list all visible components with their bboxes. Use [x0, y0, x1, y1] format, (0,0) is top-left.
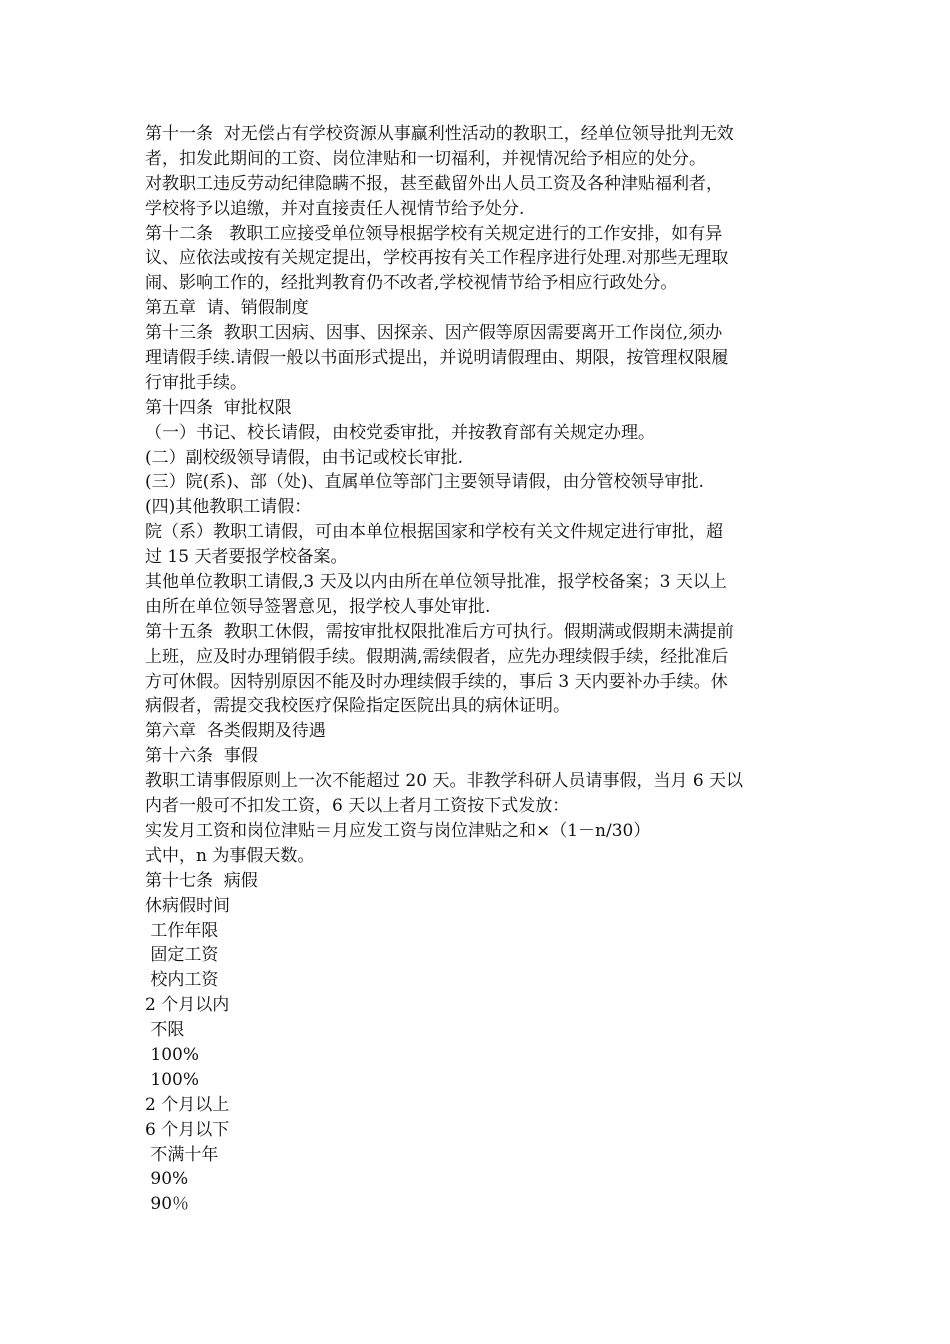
table-cell-text: 90% — [145, 1169, 189, 1190]
table-cell-text: 工作年限 — [145, 920, 219, 941]
table-cell-text: 休病假时间 — [145, 895, 230, 916]
text-line: 者，扣发此期间的工资、岗位津贴和一切福利，并视情况给予相应的处分。 — [145, 148, 706, 169]
table-cell-text: 固定工资 — [145, 945, 219, 966]
text-line: 院（系）教职工请假，可由本单位根据国家和学校有关文件规定进行审批，超 — [145, 522, 723, 543]
text-line: （一）书记、校长请假，由校党委审批，并按教育部有关规定办理。 — [145, 422, 655, 443]
text-line: 教职工请事假原则上一次不能超过 20 天。非教学科研人员请事假，当月 6 天以 — [145, 771, 744, 792]
text-line: (三）院(系)、部（处)、直属单位等部门主要领导请假，由分管校领导审批. — [145, 472, 704, 493]
article-heading: 第十四条 审批权限 — [145, 397, 292, 418]
text-line: 第十一条 对无偿占有学校资源从事赢利性活动的教职工，经单位领导批判无效 — [145, 124, 734, 144]
text-line: 病假者，需提交我校医疗保险指定医院出具的病休证明。 — [145, 696, 570, 717]
table-cell-text: 校内工资 — [145, 970, 219, 991]
text-line: 方可休假。因特别原因不能及时办理续假手续的，事后 3 天内要补办手续。休 — [145, 671, 728, 692]
table-cell-text: 不满十年 — [145, 1144, 219, 1165]
text-line: 过 15 天者要报学校备案。 — [145, 547, 348, 568]
table-cell-text: 2 个月以上 — [145, 1094, 230, 1115]
chapter-heading: 第五章 请、销假制度 — [145, 298, 309, 319]
text-line: (二）副校级领导请假，由书记或校长审批. — [145, 447, 464, 468]
text-line: 闹、影响工作的，经批判教育仍不改者,学校视情节给予相应行政处分。 — [145, 273, 678, 294]
article-heading: 第十七条 病假 — [145, 870, 258, 891]
text-line: 行审批手续。 — [145, 372, 247, 393]
formula-line: 实发月工资和岗位津贴＝月应发工资与岗位津贴之和×（1－n/30） — [145, 820, 651, 841]
text-line: 议、应依法或按有关规定提出，学校再按有关工作程序进行处理.对那些无理取 — [145, 248, 729, 269]
text-line: 上班，应及时办理销假手续。假期满,需续假者，应先办理续假手续，经批准后 — [145, 646, 729, 667]
text-line: 第十五条 教职工休假，需按审批权限批准后方可执行。假期满或假期未满提前 — [145, 621, 734, 642]
table-cell-text: 90％ — [145, 1194, 190, 1215]
table-cell-text: 2 个月以内 — [145, 995, 230, 1016]
text-line: 理请假手续.请假一般以书面形式提出，并说明请假理由、期限，按管理权限履 — [145, 348, 729, 369]
article-heading: 第十六条 事假 — [145, 746, 258, 767]
text-line: 学校将予以追缴，并对直接责任人视情节给予处分. — [145, 198, 525, 219]
text-line: 其他单位教职工请假,3 天及以内由所在单位领导批准，报学校备案；3 天以上 — [145, 572, 727, 593]
text-line: 内者一般可不扣发工资，6 天以上者月工资按下式发放： — [145, 796, 570, 817]
table-cell-text: 6 个月以下 — [145, 1119, 230, 1140]
table-cell-text: 不限 — [145, 1020, 185, 1041]
text-line: 由所在单位领导签署意见，报学校人事处审批. — [145, 596, 491, 617]
chapter-heading: 第六章 各类假期及待遇 — [145, 721, 326, 742]
text-line: 对教职工违反劳动纪律隐瞒不报，甚至截留外出人员工资及各种津贴福利者， — [145, 173, 723, 194]
table-cell-text: 100% — [145, 1069, 200, 1090]
table-cell-text: 100% — [145, 1044, 200, 1065]
text-line: 第十三条 教职工因病、因事、因探亲、因产假等原因需要离开工作岗位,须办 — [145, 323, 723, 344]
text-line: 式中，n 为事假天数。 — [145, 845, 315, 866]
document-body — [145, 122, 810, 1217]
text-line: 第十二条 教职工应接受单位领导根据学校有关规定进行的工作安排，如有异 — [145, 223, 723, 244]
text-line: (四)其他教职工请假： — [145, 497, 312, 518]
